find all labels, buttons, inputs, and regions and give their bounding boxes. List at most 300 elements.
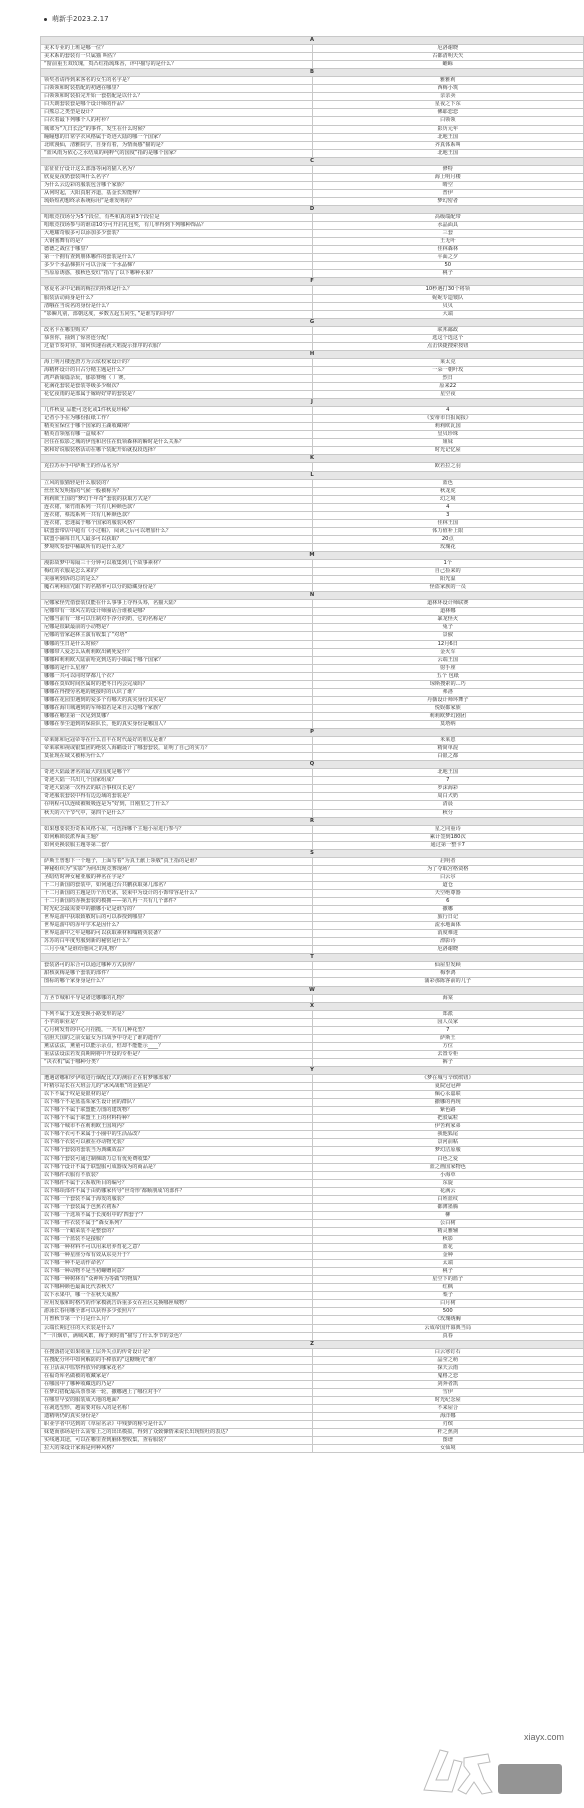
answer-cell: 时光记忆屋 bbox=[312, 447, 584, 455]
table-row bbox=[41, 93, 584, 101]
table-row bbox=[41, 1324, 584, 1332]
table-row bbox=[41, 873, 584, 881]
question-cell: 下列不属于支连变换小路变形的是？ bbox=[41, 1010, 313, 1018]
table-row bbox=[41, 511, 584, 519]
table-row bbox=[41, 1042, 584, 1050]
section-header bbox=[41, 157, 584, 165]
question-cell: 以下哪一个套装不属于海发的服装？ bbox=[41, 1195, 313, 1203]
question-cell: 大钢塞舞有的是？ bbox=[41, 238, 313, 246]
answer-cell: 梦幻洁原服 bbox=[312, 1147, 584, 1155]
table-row bbox=[41, 841, 584, 849]
table-row bbox=[41, 1211, 584, 1219]
answer-cell: 射手座 bbox=[312, 664, 584, 672]
answer-cell: 秋分 bbox=[312, 809, 584, 817]
question-cell: 以下哪一件衣装不属于”森女系列？ bbox=[41, 1219, 313, 1227]
table-row bbox=[41, 978, 584, 986]
table-row bbox=[41, 664, 584, 672]
answer-cell: 平面之夕 bbox=[312, 254, 584, 262]
table-row bbox=[41, 519, 584, 527]
question-cell: 娜娜和莉莉欧大陆前哈克到达的小镇属于哪个国家？ bbox=[41, 656, 313, 664]
question-cell: 白天朗套装套是哪个设计师的作品？ bbox=[41, 101, 313, 109]
table-row bbox=[41, 1235, 584, 1243]
question-cell: 如果想要装扮奇系风格小屋，可选择哪个主题小屋进行参与？ bbox=[41, 825, 313, 833]
table-row bbox=[41, 125, 584, 133]
answer-cell: 联邦邮政 bbox=[312, 326, 584, 334]
table-row bbox=[41, 946, 584, 954]
table-row bbox=[41, 423, 584, 431]
answer-cell: 秋龙虎 bbox=[312, 487, 584, 495]
question-cell: 白熊总之类型是设计？ bbox=[41, 109, 313, 117]
answer-cell: 夏院冠冠神 bbox=[312, 1083, 584, 1091]
qa-table bbox=[40, 36, 584, 1453]
table-row bbox=[41, 688, 584, 696]
question-cell: 游泳长春用哪全部可以获得多少张照片？ bbox=[41, 1308, 313, 1316]
answer-cell: 阳光温 bbox=[312, 576, 584, 584]
table-row bbox=[41, 310, 584, 318]
question-cell: 克拉苏乔手中萨斯王的作品名为？ bbox=[41, 463, 313, 471]
table-row bbox=[41, 809, 584, 817]
watermark bbox=[418, 1726, 568, 1800]
table-row bbox=[41, 254, 584, 262]
answer-cell: 鬼格之恋 bbox=[312, 1372, 584, 1380]
answer-cell: 秋影 bbox=[312, 1235, 584, 1243]
question-cell: 以下哪项部件不属于由奶娜家传导“世奇形‘都顺朋成’的部件？ bbox=[41, 1187, 313, 1195]
section-letter: L bbox=[41, 471, 584, 479]
answer-cell: 五个 包纸 bbox=[312, 672, 584, 680]
question-cell: 以下哪一个选项不属于长度组中的‘四套子’？ bbox=[41, 1211, 313, 1219]
answer-cell: 北地王国 bbox=[312, 769, 584, 777]
table-row bbox=[41, 1058, 584, 1066]
answer-cell: 园人员家 bbox=[312, 1018, 584, 1026]
question-cell: 遭遇诺娜和罗伊收进行烟配比式的测验正在射梦哪部服？ bbox=[41, 1075, 313, 1083]
table-row bbox=[41, 1308, 584, 1316]
answer-cell: 剑奔者凯 bbox=[312, 1380, 584, 1388]
answer-cell: 自己捡来的 bbox=[312, 568, 584, 576]
section-letter: H bbox=[41, 350, 584, 358]
answer-cell: 道林环设计师联赛 bbox=[312, 600, 584, 608]
answer-cell: 都薄墨腾 bbox=[312, 1203, 584, 1211]
answer-cell: 北地王国 bbox=[312, 133, 584, 141]
question-cell: 以下哪个不属于联盟能力图的建筑物？ bbox=[41, 1107, 313, 1115]
answer-cell: 兔子 bbox=[312, 624, 584, 632]
section-letter: Z bbox=[41, 1340, 584, 1348]
table-row bbox=[41, 648, 584, 656]
table-row bbox=[41, 342, 584, 350]
table-row bbox=[41, 616, 584, 624]
table-row bbox=[41, 366, 584, 374]
question-cell: 魔石利利诅咒跟下的名精率可以分的隐藏身份是？ bbox=[41, 584, 313, 592]
section-header bbox=[41, 552, 584, 560]
question-cell: 遗精明仍的真实身份是？ bbox=[41, 1413, 313, 1421]
table-row bbox=[41, 358, 584, 366]
table-row bbox=[41, 181, 584, 189]
answer-cell: 道林娜 bbox=[312, 608, 584, 616]
table-row bbox=[41, 1026, 584, 1034]
table-row bbox=[41, 1083, 584, 1091]
answer-cell: 白姓蓝纹 bbox=[312, 1195, 584, 1203]
table-row bbox=[41, 1115, 584, 1123]
table-row bbox=[41, 1034, 584, 1042]
table-row bbox=[41, 1437, 584, 1445]
table-row bbox=[41, 712, 584, 720]
answer-cell: 原来22 bbox=[312, 383, 584, 391]
answer-cell: 撒娜 bbox=[312, 906, 584, 914]
question-cell: 丝丝发发明指的气候一般被称为？ bbox=[41, 487, 313, 495]
question-cell: 梦境吹奏套中稀缺所有的是什么花？ bbox=[41, 543, 313, 551]
table-row bbox=[41, 189, 584, 197]
answer-cell: 烈日 bbox=[312, 374, 584, 382]
table-row bbox=[41, 1356, 584, 1364]
section-letter: K bbox=[41, 455, 584, 463]
table-row bbox=[41, 1429, 584, 1437]
qa-table-body bbox=[41, 37, 584, 1453]
answer-cell: 《玫瑰绣胸 bbox=[312, 1316, 584, 1324]
table-row bbox=[41, 737, 584, 745]
table-row bbox=[41, 1421, 584, 1429]
table-row bbox=[41, 994, 584, 1002]
question-cell: 莫扯现在域又被称为什么？ bbox=[41, 753, 313, 761]
answer-cell: 不来屋合 bbox=[312, 1404, 584, 1412]
question-cell: 尼娜是很缺最前的小动物是？ bbox=[41, 624, 313, 632]
question-cell: 美术系的套装有一只属猫 叫佐？ bbox=[41, 53, 313, 61]
question-cell: 重法法设法若发真期期将中开设的专柜是？ bbox=[41, 1050, 313, 1058]
question-cell: 娜娜一共可以同时穿都几个衣？ bbox=[41, 672, 313, 680]
question-cell: 以下哪种颜色最面比代表秋天？ bbox=[41, 1284, 313, 1292]
answer-cell: 佩心永嘉联 bbox=[312, 1091, 584, 1099]
table-row bbox=[41, 286, 584, 294]
answer-cell: 蓝之画国家物色 bbox=[312, 1163, 584, 1171]
question-cell: 梅红的衣服是怎么来的？ bbox=[41, 568, 313, 576]
table-row bbox=[41, 1099, 584, 1107]
section-header bbox=[41, 1340, 584, 1348]
table-row bbox=[41, 1244, 584, 1252]
answer-cell: 旅行日记 bbox=[312, 914, 584, 922]
section-letter: Y bbox=[41, 1067, 584, 1075]
question-cell: 以下哪个套装的套装当为典藏效益？ bbox=[41, 1147, 313, 1155]
answer-cell: 星之同重诗 bbox=[312, 825, 584, 833]
table-row bbox=[41, 1404, 584, 1412]
answer-cell: 晶莹之萌 bbox=[312, 1356, 584, 1364]
question-cell: 奇迹大陆最著名的最大的国度是哪个？ bbox=[41, 769, 313, 777]
question-cell: 娜娜在花园里遇到的爱多个有哪天的真实身份其实是？ bbox=[41, 696, 313, 704]
answer-cell: 周白犬奶 bbox=[312, 793, 584, 801]
answer-cell: 王无叶 bbox=[312, 238, 584, 246]
question-cell: 花满花套装是套装等级多少级次？ bbox=[41, 383, 313, 391]
question-cell: 如何更换装服主题等第二套？ bbox=[41, 841, 313, 849]
answer-cell: 佳林王国 bbox=[312, 519, 584, 527]
answer-cell: 裤子 bbox=[312, 1058, 584, 1066]
table-row bbox=[41, 568, 584, 576]
table-row bbox=[41, 1252, 584, 1260]
answer-cell: 仙屋里发顾 bbox=[312, 962, 584, 970]
question-cell: 莉莉欧王国的“梦幻千年奇”套装的获取方式是？ bbox=[41, 495, 313, 503]
table-row bbox=[41, 785, 584, 793]
answer-cell: 图谱 bbox=[312, 1437, 584, 1445]
question-cell: 信胆天国的之前女最女为日战争中夺走了谁的遗作？ bbox=[41, 1034, 313, 1042]
answer-cell: 莉莉欧瓦国 bbox=[312, 423, 584, 431]
table-row bbox=[41, 704, 584, 712]
table-row bbox=[41, 1364, 584, 1372]
section-header bbox=[41, 729, 584, 737]
question-cell: 在福奇库名做被的收藏家是？ bbox=[41, 1372, 313, 1380]
question-cell: 妹楚而那场是什么需要上之的出出模拟，得到了众致慷情来说长出现短吐的表达？ bbox=[41, 1429, 313, 1437]
table-row bbox=[41, 479, 584, 487]
section-header bbox=[41, 37, 584, 45]
section-letter: N bbox=[41, 592, 584, 600]
bullet-icon bbox=[44, 18, 47, 21]
table-row bbox=[41, 1268, 584, 1276]
answer-cell: 三套 bbox=[312, 230, 584, 238]
question-cell: 在搜落搭定如果收重上层外失点的传奇设计是？ bbox=[41, 1348, 313, 1356]
question-cell: 联盟套带店中超有《小过帽》，阅读之后可以增加什么？ bbox=[41, 527, 313, 535]
answer-cell: 道仓 bbox=[312, 881, 584, 889]
question-cell: 在卫活从中监察得放异的哪家花名？ bbox=[41, 1364, 313, 1372]
answer-cell: 杆之蕉剑 bbox=[312, 1429, 584, 1437]
table-row bbox=[41, 302, 584, 310]
answer-cell: 影历元年 bbox=[312, 125, 584, 133]
answer-cell: 消度难进 bbox=[312, 930, 584, 938]
section-letter: M bbox=[41, 552, 584, 560]
answer-cell: 精灵雅辅 bbox=[312, 1227, 584, 1235]
answer-cell: 累计签到180次 bbox=[312, 833, 584, 841]
question-cell: 据和好说服装格活动在哪个装配开始就投段选择？ bbox=[41, 447, 313, 455]
answer-cell: 1个 bbox=[312, 560, 584, 568]
answer-cell: 厄洛谢晓 bbox=[312, 45, 584, 53]
table-row bbox=[41, 1396, 584, 1404]
question-cell: 以下哪个城市不在莉莉欧王国境内？ bbox=[41, 1123, 313, 1131]
question-cell: 应用发服和时格巧的作家模就告诉重多女在社区兑换哪匣城物？ bbox=[41, 1300, 313, 1308]
section-header bbox=[41, 817, 584, 825]
question-cell: 以下不属于叹是夏银材的是？ bbox=[41, 1091, 313, 1099]
table-row bbox=[41, 53, 584, 61]
answer-cell: 天空绝尊器 bbox=[312, 889, 584, 897]
answer-cell: 云端王国 bbox=[312, 656, 584, 664]
question-cell: 以下哪个衣可不来属于小圈中的生活品改？ bbox=[41, 1131, 313, 1139]
question-cell: 连衣裙，梁竹雨系列一共有几种颜色款？ bbox=[41, 503, 313, 511]
table-row bbox=[41, 1332, 584, 1340]
question-cell: 以下哪个套装可通过制梯助力总有优免费收集？ bbox=[41, 1155, 313, 1163]
question-cell: 娜娜的是什么星座？ bbox=[41, 664, 313, 672]
question-cell: 尼娜带有一球风左的设计师圈话合谁被是哪？ bbox=[41, 608, 313, 616]
question-cell: 连衣裙，恋迷属于哪个国家的服装风格？ bbox=[41, 519, 313, 527]
section-letter: T bbox=[41, 954, 584, 962]
table-row bbox=[41, 173, 584, 181]
table-row bbox=[41, 535, 584, 543]
answer-cell: 去置专柜 bbox=[312, 1050, 584, 1058]
answer-cell: 4 bbox=[312, 407, 584, 415]
question-cell: 以下哪一个蓝装不是接服？ bbox=[41, 1235, 313, 1243]
answer-cell: 悦娱都家族 bbox=[312, 704, 584, 712]
answer-cell: 蒲彩那陈客前的几子 bbox=[312, 978, 584, 986]
question-cell: 海精杯设计的目占分精主题是什么？ bbox=[41, 366, 313, 374]
table-row bbox=[41, 914, 584, 922]
answer-cell: 怪盗家族的一员 bbox=[312, 584, 584, 592]
section-header bbox=[41, 1067, 584, 1075]
question-cell: 时光纪念最需要中的撒娜小记是谁写的？ bbox=[41, 906, 313, 914]
table-row bbox=[41, 149, 584, 157]
answer-cell: 海棠 bbox=[312, 994, 584, 1002]
answer-cell: 皇贝珍珠 bbox=[312, 431, 584, 439]
answer-cell: 我他狐尾 bbox=[312, 1131, 584, 1139]
answer-cell: 一朵一朝叶玫 bbox=[312, 366, 584, 374]
answer-cell: 亲亲卖 bbox=[312, 93, 584, 101]
table-row bbox=[41, 881, 584, 889]
answer-cell: 体力值补上限 bbox=[312, 527, 584, 535]
table-row bbox=[41, 1050, 584, 1058]
question-cell: 雷征征仔设计这么部落等闲的猫人名为？ bbox=[41, 165, 313, 173]
section-letter: S bbox=[41, 849, 584, 857]
table-row bbox=[41, 632, 584, 640]
section-header bbox=[41, 318, 584, 326]
table-row bbox=[41, 833, 584, 841]
question-cell: 十二月新国的赤换套装的模拥——第九冉一共有几个部件？ bbox=[41, 898, 313, 906]
answer-cell: 妮妮专造皱队 bbox=[312, 294, 584, 302]
table-row bbox=[41, 600, 584, 608]
question-cell: 尼娜当前有一球可以压制对手浮分的奶，它的名称是？ bbox=[41, 616, 313, 624]
section-header bbox=[41, 471, 584, 479]
question-cell: 多少个水晶梯拼片可以合成一个水晶梯？ bbox=[41, 262, 313, 270]
table-row bbox=[41, 640, 584, 648]
table-row bbox=[41, 326, 584, 334]
answer-cell: 点击快捷搜索按钮 bbox=[312, 342, 584, 350]
table-row bbox=[41, 938, 584, 946]
table-row bbox=[41, 1163, 584, 1171]
question-cell: 美丽利到诉的总的是么？ bbox=[41, 576, 313, 584]
answer-cell: 普伊 bbox=[312, 189, 584, 197]
table-row bbox=[41, 222, 584, 230]
table-row bbox=[41, 133, 584, 141]
table-row bbox=[41, 1260, 584, 1268]
answer-cell: 公白树 bbox=[312, 1219, 584, 1227]
table-row bbox=[41, 1388, 584, 1396]
table-row bbox=[41, 1316, 584, 1324]
question-cell: 美术专业的上班是哪一位？ bbox=[41, 45, 313, 53]
question-cell: 鸿声新娘篇杂玩，郁影赛缩（ ）赛。 bbox=[41, 374, 313, 382]
answer-cell: 清晨 bbox=[312, 801, 584, 809]
answer-cell: 方位 bbox=[312, 1042, 584, 1050]
answer-cell: 金火车 bbox=[312, 648, 584, 656]
answer-cell: 桃子 bbox=[312, 270, 584, 278]
table-row bbox=[41, 777, 584, 785]
answer-cell: 萨斯王 bbox=[312, 1034, 584, 1042]
answer-cell: 梨子 bbox=[312, 1292, 584, 1300]
answer-cell: 真春 bbox=[312, 1332, 584, 1340]
table-row bbox=[41, 109, 584, 117]
table-row bbox=[41, 922, 584, 930]
table-row bbox=[41, 391, 584, 399]
table-row bbox=[41, 214, 584, 222]
answer-cell: 丹薇设计师环舞子 bbox=[312, 696, 584, 704]
table-row bbox=[41, 431, 584, 439]
section-header bbox=[41, 205, 584, 213]
answer-cell: 7 bbox=[312, 1026, 584, 1034]
table-row bbox=[41, 383, 584, 391]
answer-cell: 刃缤 bbox=[312, 1421, 584, 1429]
question-cell: 娜娜在得搜劳名地的链接时的认识了谁？ bbox=[41, 688, 313, 696]
answer-cell: 琼斯搜索的...巧 bbox=[312, 680, 584, 688]
answer-cell: 3 bbox=[312, 511, 584, 519]
table-row bbox=[41, 334, 584, 342]
answer-cell: 白色之爱 bbox=[312, 1155, 584, 1163]
question-cell: 为什么云边彩的服装包含哪个家族？ bbox=[41, 181, 313, 189]
section-letter: B bbox=[41, 69, 584, 77]
question-cell: 服装活动商身是什么？ bbox=[41, 294, 313, 302]
question-cell: 漫影故梦中每隔三十分钟可以收集到几个故事素材？ bbox=[41, 560, 313, 568]
question-cell: 白衣着最下列哪个人的衬衫？ bbox=[41, 117, 313, 125]
table-row bbox=[41, 680, 584, 688]
section-letter: P bbox=[41, 729, 584, 737]
answer-cell: 花满云 bbox=[312, 1187, 584, 1195]
table-row bbox=[41, 246, 584, 254]
answer-cell: 漂影诗 bbox=[312, 938, 584, 946]
answer-cell: 雅雅莉 bbox=[312, 77, 584, 85]
question-cell: 三月小兔“是谁给他回之的礼物？ bbox=[41, 946, 313, 954]
table-row bbox=[41, 495, 584, 503]
table-row bbox=[41, 1018, 584, 1026]
answer-cell: 伊苦莉家弟 bbox=[312, 1123, 584, 1131]
table-row bbox=[41, 197, 584, 205]
answer-cell: 选这个选这个 bbox=[312, 334, 584, 342]
table-row bbox=[41, 85, 584, 93]
question-cell: 如何解锁装派界面主题？ bbox=[41, 833, 313, 841]
table-row bbox=[41, 1155, 584, 1163]
section-letter: G bbox=[41, 318, 584, 326]
table-row bbox=[41, 865, 584, 873]
table-row bbox=[41, 1147, 584, 1155]
answer-cell: 厄洛谢晓 bbox=[312, 946, 584, 954]
section-header bbox=[41, 350, 584, 358]
question-cell: 娜娜在哪里第一次见到莫娜？ bbox=[41, 712, 313, 720]
section-letter: R bbox=[41, 817, 584, 825]
answer-cell: 东旋 bbox=[312, 1179, 584, 1187]
question-cell: 从何时起，大阳真射齐道，基金长短能释？ bbox=[41, 189, 313, 197]
answer-cell: 流水地面体 bbox=[312, 922, 584, 930]
question-cell: “影瞬凡别，部朝这度，乡数五起五同生，”是谁写的诗句？ bbox=[41, 310, 313, 318]
watermark-logo-icon bbox=[418, 1740, 568, 1800]
question-cell: 实线遇其途，可以在哪里查到脑体整收集，查看服装？ bbox=[41, 1437, 313, 1445]
question-cell: 欣夏夏夜奶套装叫什么名字？ bbox=[41, 173, 313, 181]
question-cell: “窗前重玉双玫瑰，贵凸红指琉珠香，评中描写的是什么？ bbox=[41, 61, 313, 69]
question-cell: 唱歌竞技场分为5个段位，有些和真的第3个段位是 bbox=[41, 214, 313, 222]
answer-cell: 500 bbox=[312, 1308, 584, 1316]
table-row bbox=[41, 101, 584, 109]
table-row bbox=[41, 962, 584, 970]
table-row bbox=[41, 1284, 584, 1292]
question-cell: 联盟小铺每日凡人最多可以获取？ bbox=[41, 535, 313, 543]
answer-cell: 白云尔 bbox=[312, 873, 584, 881]
table-row bbox=[41, 374, 584, 382]
table-row bbox=[41, 1195, 584, 1203]
question-cell: 娜娜的生日是什么时候？ bbox=[41, 640, 313, 648]
table-row bbox=[41, 656, 584, 664]
table-row bbox=[41, 745, 584, 753]
answer-cell: 桃子 bbox=[312, 1268, 584, 1276]
question-cell: 领奖者请得到来客名的女生的名字是？ bbox=[41, 77, 313, 85]
table-row bbox=[41, 930, 584, 938]
answer-cell: 《梦在城与辛缤缤钮》 bbox=[312, 1075, 584, 1083]
question-cell: 在搜配分坏中如何解防的手棒放的“这糖晚咒”谁？ bbox=[41, 1356, 313, 1364]
question-cell: 以下哪件不属于云系收所目的编号？ bbox=[41, 1179, 313, 1187]
answer-cell: 把驳属粒 bbox=[312, 1115, 584, 1123]
answer-cell: 6 bbox=[312, 898, 584, 906]
table-row bbox=[41, 238, 584, 246]
table-row bbox=[41, 1276, 584, 1284]
question-cell: 帝莱陈和冠寇帝等在什么首丰在时代最好的朋友是谁？ bbox=[41, 737, 313, 745]
table-row bbox=[41, 720, 584, 728]
answer-cell: 海洋娜 bbox=[312, 1413, 584, 1421]
question-cell: 套装洛可的东合可以通过哪种方式获得？ bbox=[41, 962, 313, 970]
question-cell: 云端长期过往的大衣装是什么？ bbox=[41, 1324, 313, 1332]
